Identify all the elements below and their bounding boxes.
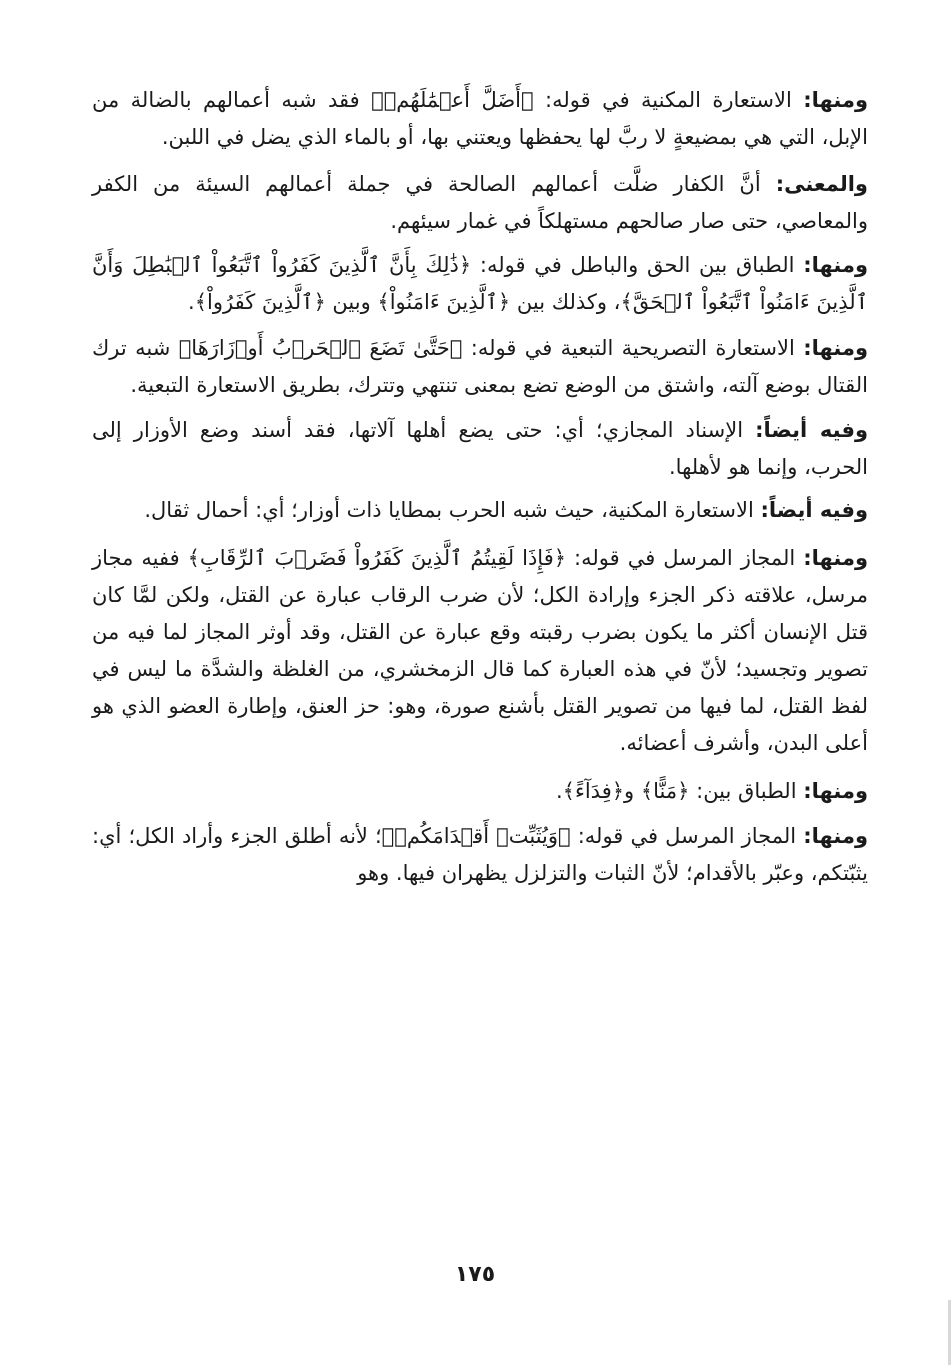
paragraph-2-text: أنَّ الكفار ضلَّت أعمالهم الصالحة في جملة أعمالهم السيئة من الكفر والمعاصي، حتى صار صالحهم مستهلكاً في غمار سيئهم. [92,172,868,233]
paragraph-5 [92,412,868,486]
paragraph-4-lead: ومنها: [803,336,868,360]
paragraph-5-lead: وفيه أيضاً: [755,418,868,442]
paragraph-3 [92,247,868,321]
paragraph-8 [92,773,868,810]
paragraph-9-lead: ومنها: [803,824,868,848]
page-number: ١٧٥ [454,1262,496,1287]
paragraph-4-text: الاستعارة التصريحية التبعية في قوله: ﴿حَتَّىٰ تَضَعَ ٱلۡحَرۡبُ أَوۡزَارَهَا﴾ شبه ترك القتال بوضع آلته، واشتق من الوضع تضع بمعنى تنتهي وتترك، بطريق الاستعارة التبعية. [92,336,868,397]
paragraph-7-text: المجاز المرسل في قوله: ﴿فَإِذَا لَقِيتُمُ ٱلَّذِينَ كَفَرُواْ فَضَرۡبَ ٱلرِّقَابِ﴾ ففيه مجاز مرسل، علاقته ذكر الجزء وإرادة الكل؛ لأن ضرب الرقاب عبارة عن القتل، ولكن لمَّا كان قتل الإنسان أكثر ما يكون بضرب رقبته وقع عبارة عن القتل، وقد أوثر المجاز لما فيه من تصوير وتجسيد؛ لأنّ في هذه العبارة كما قال الزمخشري، من الغلظة والشدَّة ما ليس في لفظ القتل، لما فيها من تصوير القتل بأشنع صورة، وهو: حز العنق، وإطارة العضو الذي هو أعلى البدن، وأشرف أعضائه. [92,546,868,755]
paragraph-6-text: الاستعارة المكنية، حيث شبه الحرب بمطايا ذات أوزار؛ أي: أحمال ثقال. [144,498,761,522]
paragraph-9 [92,818,868,892]
paragraph-5-text: الإسناد المجازي؛ أي: حتى يضع أهلها آلاتها، فقد أسند وضع الأوزار إلى الحرب، وإنما هو لأهلها. [92,418,868,479]
paragraph-2-lead: والمعنى: [775,172,868,196]
paragraph-1 [92,82,868,156]
paragraph-9-text: المجاز المرسل في قوله: ﴿وَيُثَبِّتۡ أَقۡدَامَكُمۡ﴾؛ لأنه أطلق الجزء وأراد الكل؛ أي: يثبّتكم، وعبّر بالأقدام؛ لأنّ الثبات والتزلزل يظهران فيها. وهو [92,824,868,885]
paragraph-6-lead: وفيه أيضاً: [760,498,868,522]
paragraph-8-lead: ومنها: [803,779,868,803]
paragraph-3-lead: ومنها: [803,253,868,277]
paragraph-1-lead: ومنها: [803,88,868,112]
paragraph-7-lead: ومنها: [803,546,868,570]
paragraph-2 [92,166,868,240]
paragraph-3-text: الطباق بين الحق والباطل في قوله: ﴿ذَٰلِكَ بِأَنَّ ٱلَّذِينَ كَفَرُواْ ٱتَّبَعُواْ ٱلۡبَٰطِلَ وَأَنَّ ٱلَّذِينَ ءَامَنُواْ ٱتَّبَعُواْ ٱلۡحَقَّ﴾، وكذلك بين ﴿ٱلَّذِينَ ءَامَنُواْ﴾ وبين ﴿ٱلَّذِينَ كَفَرُواْ﴾. [92,253,868,314]
paragraph-8-text: الطباق بين: ﴿مَنًّا﴾ و﴿فِدَآءً﴾. [555,779,804,803]
paragraph-4 [92,330,868,404]
paragraph-6 [92,492,868,529]
page-body [92,82,868,900]
paragraph-1-text: الاستعارة المكنية في قوله: ﴿أَضَلَّ أَعۡمَٰلَهُمۡ﴾ فقد شبه أعمالهم بالضالة من الإبل، التي هي بمضيعةٍ لا ربَّ لها يحفظها ويعتني بها، أو بالماء الذي يضل في اللبن. [92,88,868,149]
paragraph-7 [92,540,868,762]
